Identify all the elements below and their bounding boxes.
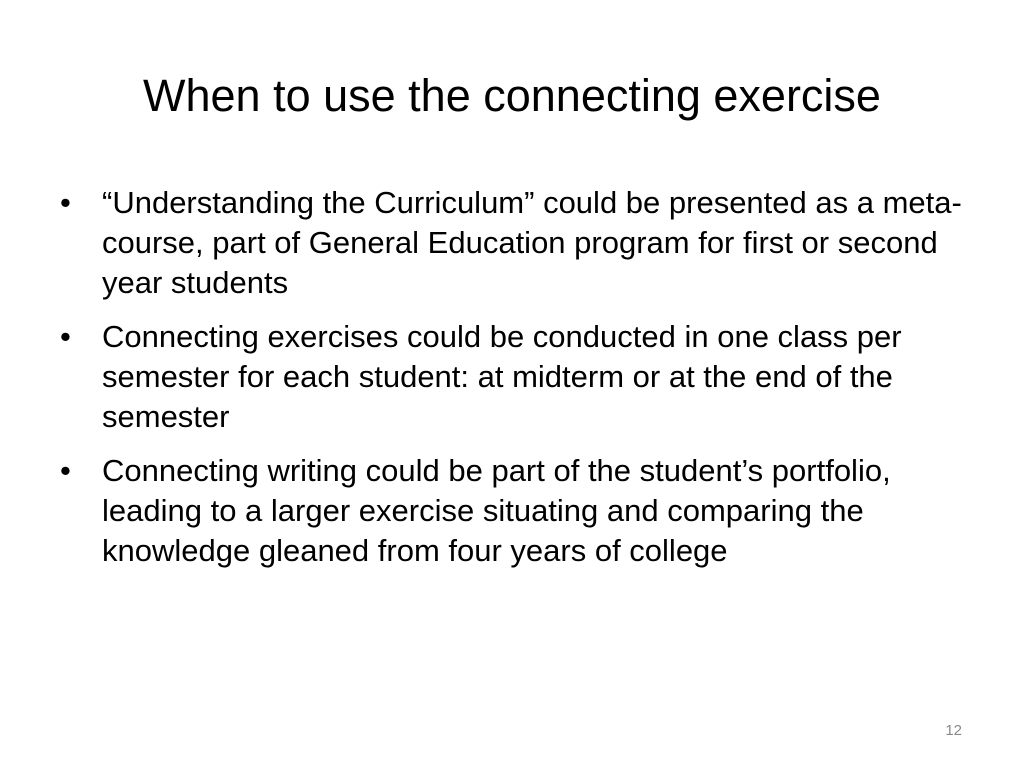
bullet-text: Connecting writing could be part of the student’s portfolio, leading to a larger exercise situating and comparing the knowledge gleaned from four years of college	[102, 453, 891, 568]
bullet-item	[60, 317, 970, 437]
bullet-text: “Understanding the Curriculum” could be presented as a meta-course, part of General Education program for first or second year students	[102, 185, 962, 300]
bullet-list	[60, 183, 970, 585]
bullet-item	[60, 451, 970, 571]
bullet-text: Connecting exercises could be conducted in one class per semester for each student: at midterm or at the end of the semester	[102, 319, 902, 434]
bullet-dot-icon: •	[60, 453, 71, 488]
slide-title: When to use the connecting exercise	[143, 70, 881, 121]
bullet-dot-icon: •	[60, 185, 71, 220]
bullet-item	[60, 183, 970, 303]
slide-number: 12	[945, 722, 962, 739]
bullet-dot-icon: •	[60, 319, 71, 354]
